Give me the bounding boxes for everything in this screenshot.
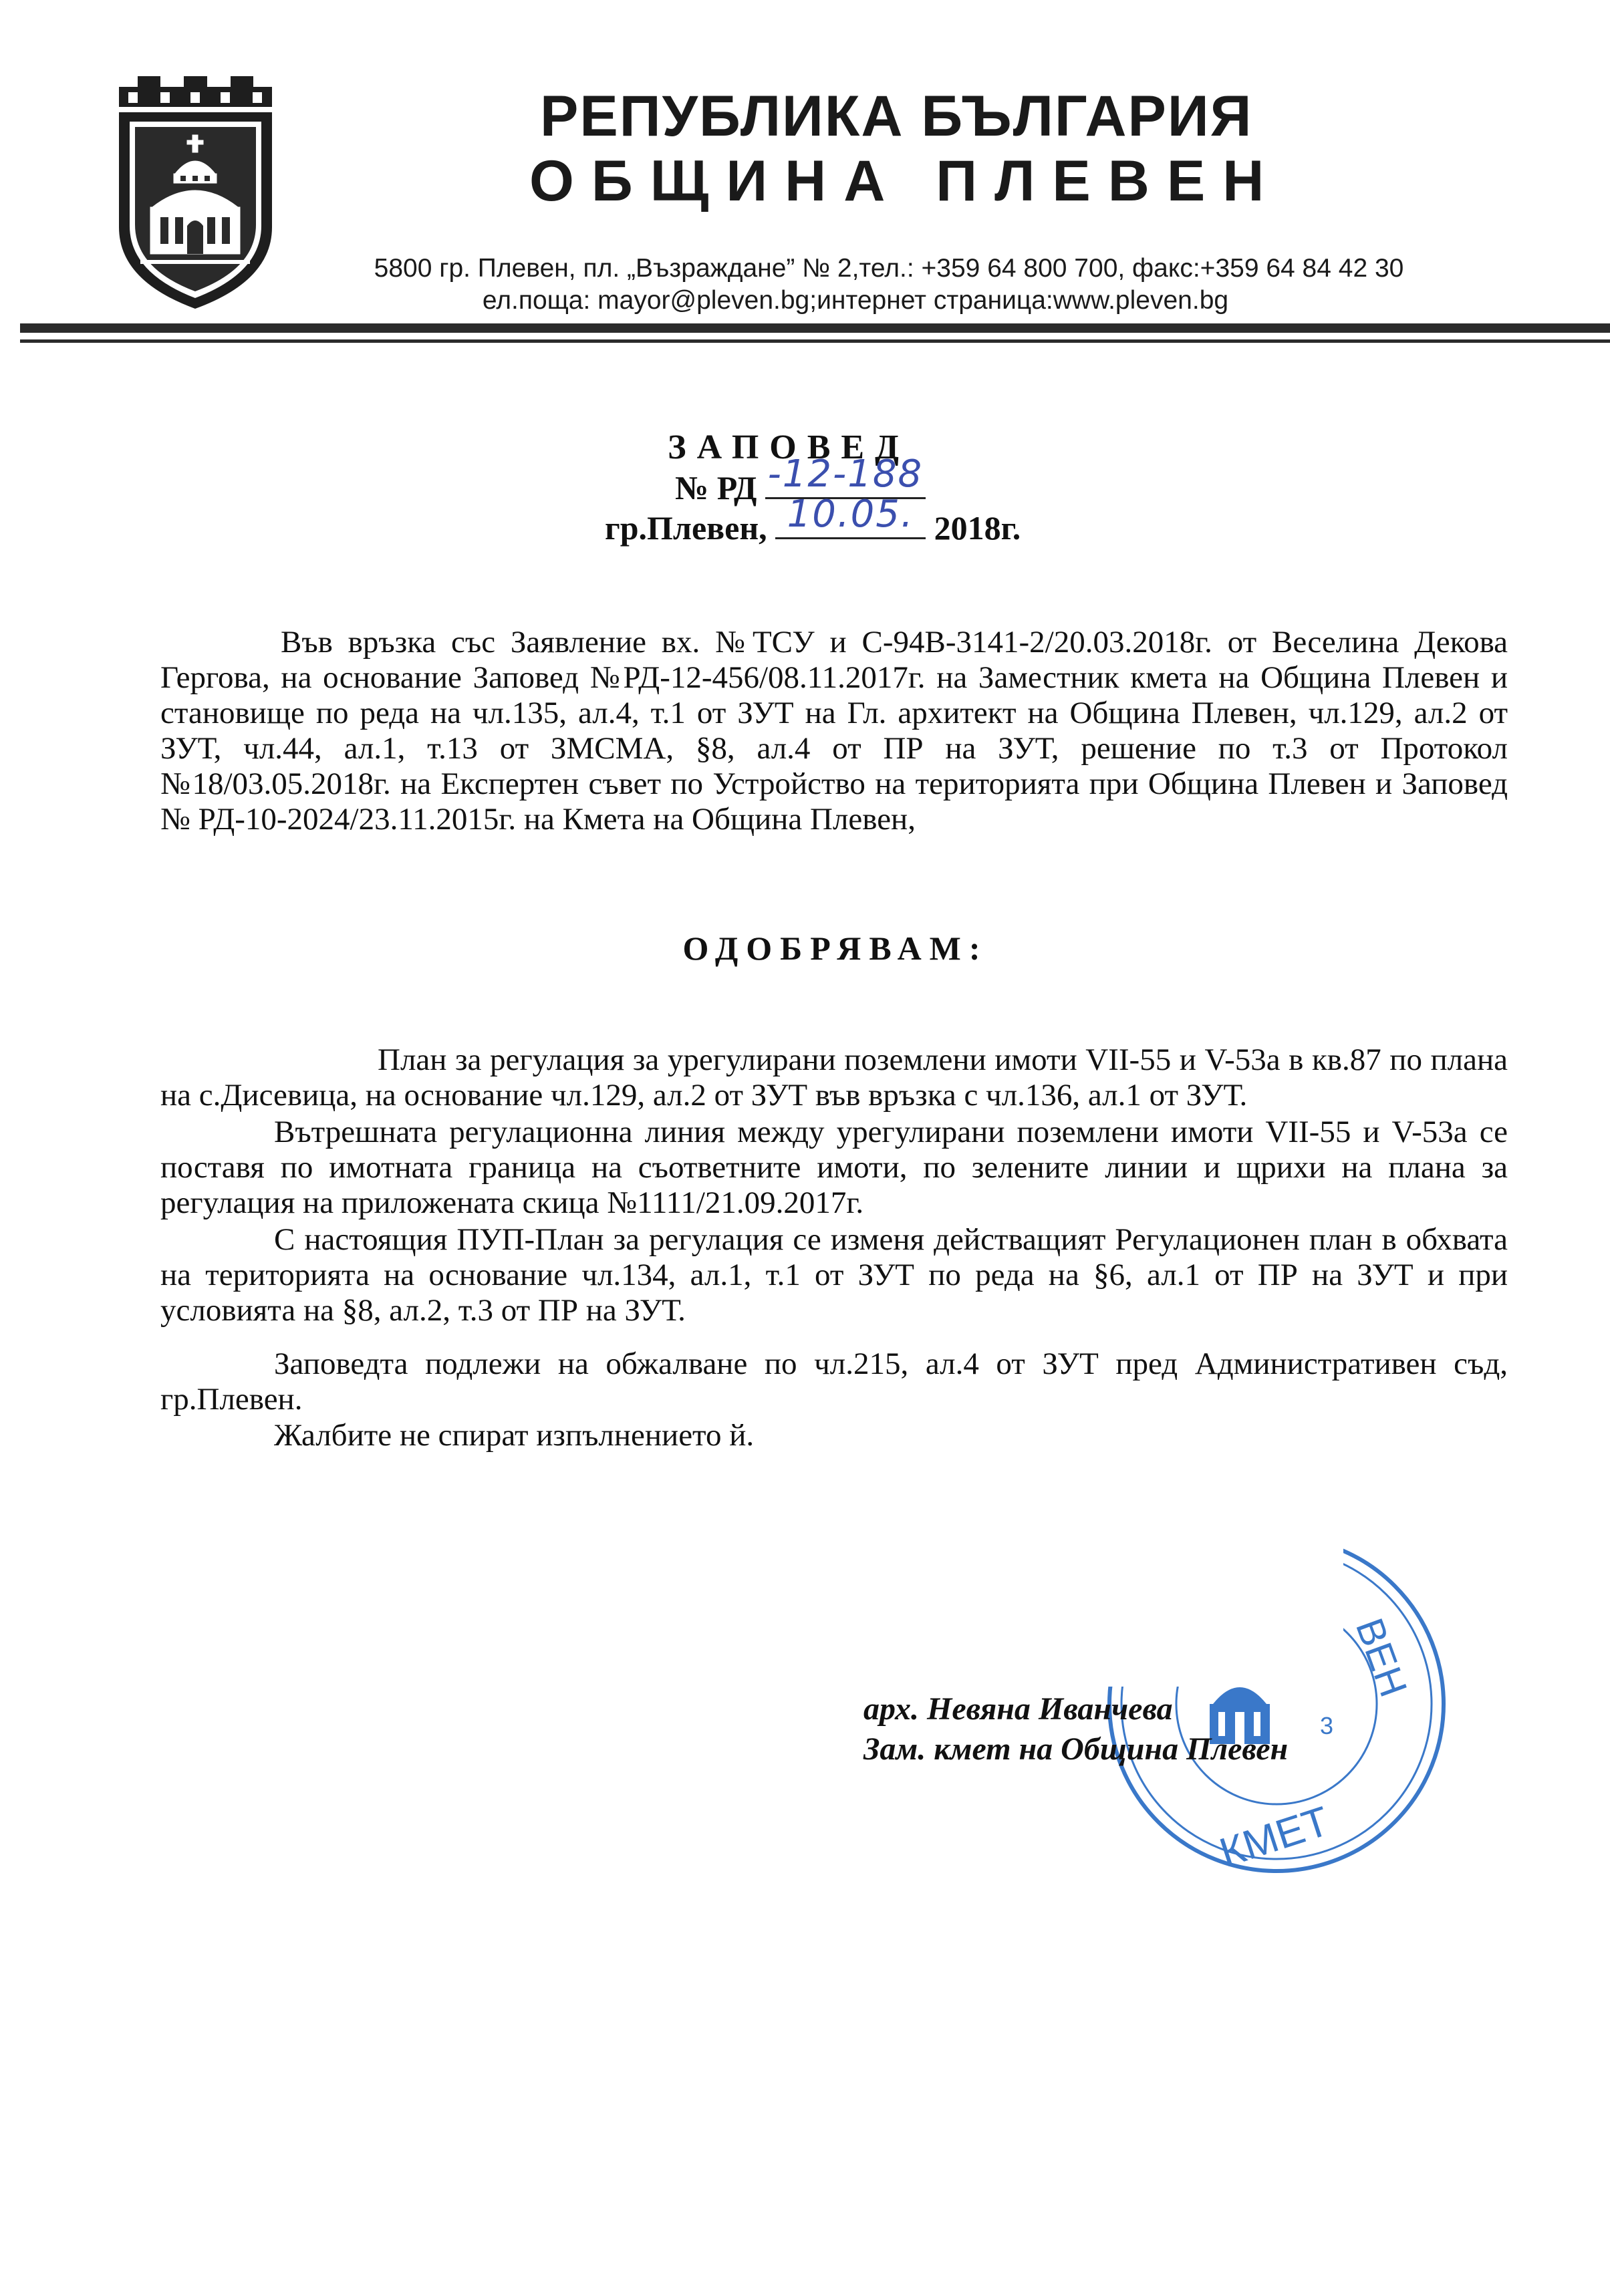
letterhead-email-web: ел.поща: mayor@pleven.bg;интернет страница:www.pleven.bg [482,286,1229,315]
order-title: ЗАПОВЕД [668,428,910,466]
order-place: гр.Плевен, [605,509,767,547]
decision-paragraph-1: План за регулация за урегулирани поземлени имоти VII-55 и V-53а в кв.87 по плана на с.Дисевица, на основание чл.129, ал.2 от ЗУТ във връзка с чл.136, ал.1 от ЗУТ. [160,1042,1508,1113]
stamp-text-bottom: КМЕТ [1214,1798,1335,1877]
order-place-date-line [605,492,1021,547]
decision-paragraph-5: Жалбите не спират изпълнението й. [274,1418,755,1453]
pleven-coat-of-arms-icon [114,74,277,314]
decision-paragraph-2: Вътрешната регулационна линия между урегулирани поземлени имоти VII-55 и V-53а се поставя по имотната граница на съответните имоти, по зелените линии и щрихи на плана за регулация на приложената скица №1111/21.09.2017г. [160,1115,1508,1220]
order-number-prefix: № РД [675,469,757,507]
decision-paragraph-3: С настоящия ПУП-План за регулация се изменя действащият Регулационен план в обхвата на територията на основание чл.134, ал.1, т.1 от ЗУТ по реда на §6, ал.1 от ПР на ЗУТ и при условията на §8, ал.2, т.3 от ПР на ЗУТ. [160,1222,1508,1328]
signatory-name: арх. Невяна Иванчева [863,1691,1173,1727]
letterhead-country: РЕПУБЛИКА БЪЛГАРИЯ [540,84,1253,148]
approve-heading: ОДОБРЯВАМ: [682,929,988,967]
order-date-field [775,492,926,539]
letterhead-divider [20,323,1610,333]
preamble-paragraph: Във връзка със Заявление вх. №ТСУ и С-94В-3141-2/20.03.2018г. от Веселина Декова Гергова, на основание Заповед №РД-12-456/08.11.2017г. на Заместник кмета на Община Плевен и становище по реда на чл.135, ал.4, т.1 от ЗУТ на Гл. архитект на Община Плевен, чл.129, ал.2 от ЗУТ, чл.44, ал.1, т.13 от ЗМСМА, §8, ал.4 от ПР на ЗУТ, решение по т.3 от Протокол №18/03.05.2018г. на Експертен съвет по Устройство на територията при Община Плевен и Заповед № РД-10-2024/23.11.2015г. на Кмета на Община Плевен, [160,625,1508,837]
letterhead-address: 5800 гр. Плевен, пл. „Възраждане” № 2,тел.: +359 64 800 700, факс:+359 64 84 42 30 [374,254,1404,283]
letterhead-divider-thin [20,339,1610,343]
order-year: 2018г. [934,509,1021,547]
stamp-text-top: ВЕН [1347,1612,1416,1703]
order-number-handwritten: -12-188 [767,452,924,496]
redacted-signature [865,1518,1343,1687]
order-date-handwritten: 10.05. [787,492,914,536]
letterhead-municipality: ОБЩИНА ПЛЕВЕН [529,149,1282,213]
signatory-role: Зам. кмет на Община Плевен [863,1731,1289,1767]
decision-paragraph-4: Заповедта подлежи на обжалване по чл.215, ал.4 от ЗУТ пред Административен съд, гр.Плевен. [160,1346,1508,1417]
stamp-number: 3 [1320,1712,1334,1739]
